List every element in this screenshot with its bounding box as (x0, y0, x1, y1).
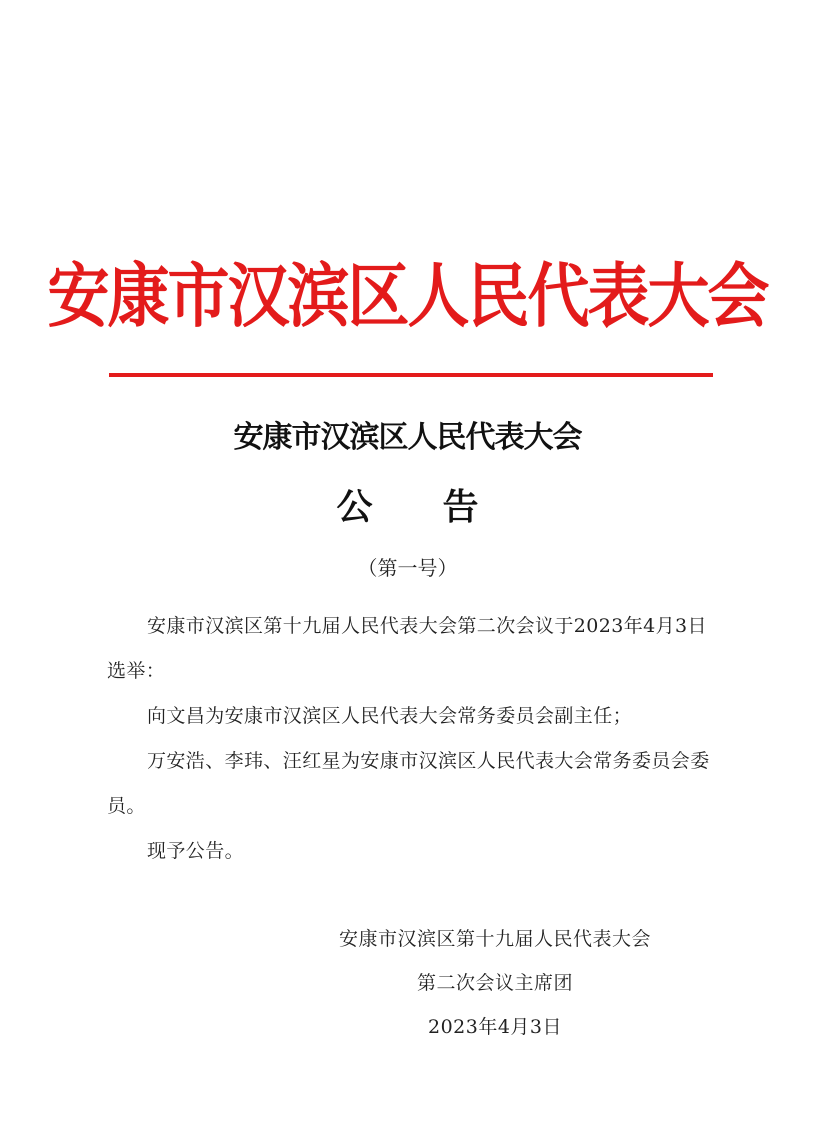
red-masthead: 安康市汉滨区人民代表大会 (47, 254, 768, 337)
signature-block (300, 917, 690, 1049)
signature-presidium: 第二次会议主席团 (416, 972, 573, 994)
body-paragraph-closing: 现予公告。 (147, 840, 245, 862)
notice-heading-char-2: 告 (442, 486, 479, 528)
notice-number: （第一号） (357, 556, 458, 580)
body-paragraph-vice-director: 向文昌为安康市汉滨区人民代表大会常务委员会副主任； (147, 705, 633, 727)
notice-heading (0, 482, 815, 532)
notice-body (107, 604, 715, 874)
signature-date: 2023年4月3日 (427, 1016, 563, 1038)
signature-congress: 安康市汉滨区第十九届人民代表大会 (338, 928, 651, 950)
notice-issuer-title: 安康市汉滨区人民代表大会 (233, 420, 582, 455)
red-divider-line (109, 373, 713, 377)
body-paragraph-members: 万安浩、李玮、汪红星为安康市汉滨区人民代表大会常务委员会委员。 (107, 750, 710, 817)
notice-heading-char-1: 公 (336, 486, 373, 528)
body-paragraph-election: 安康市汉滨区第十九届人民代表大会第二次会议于2023年4月3日选举： (107, 615, 707, 682)
